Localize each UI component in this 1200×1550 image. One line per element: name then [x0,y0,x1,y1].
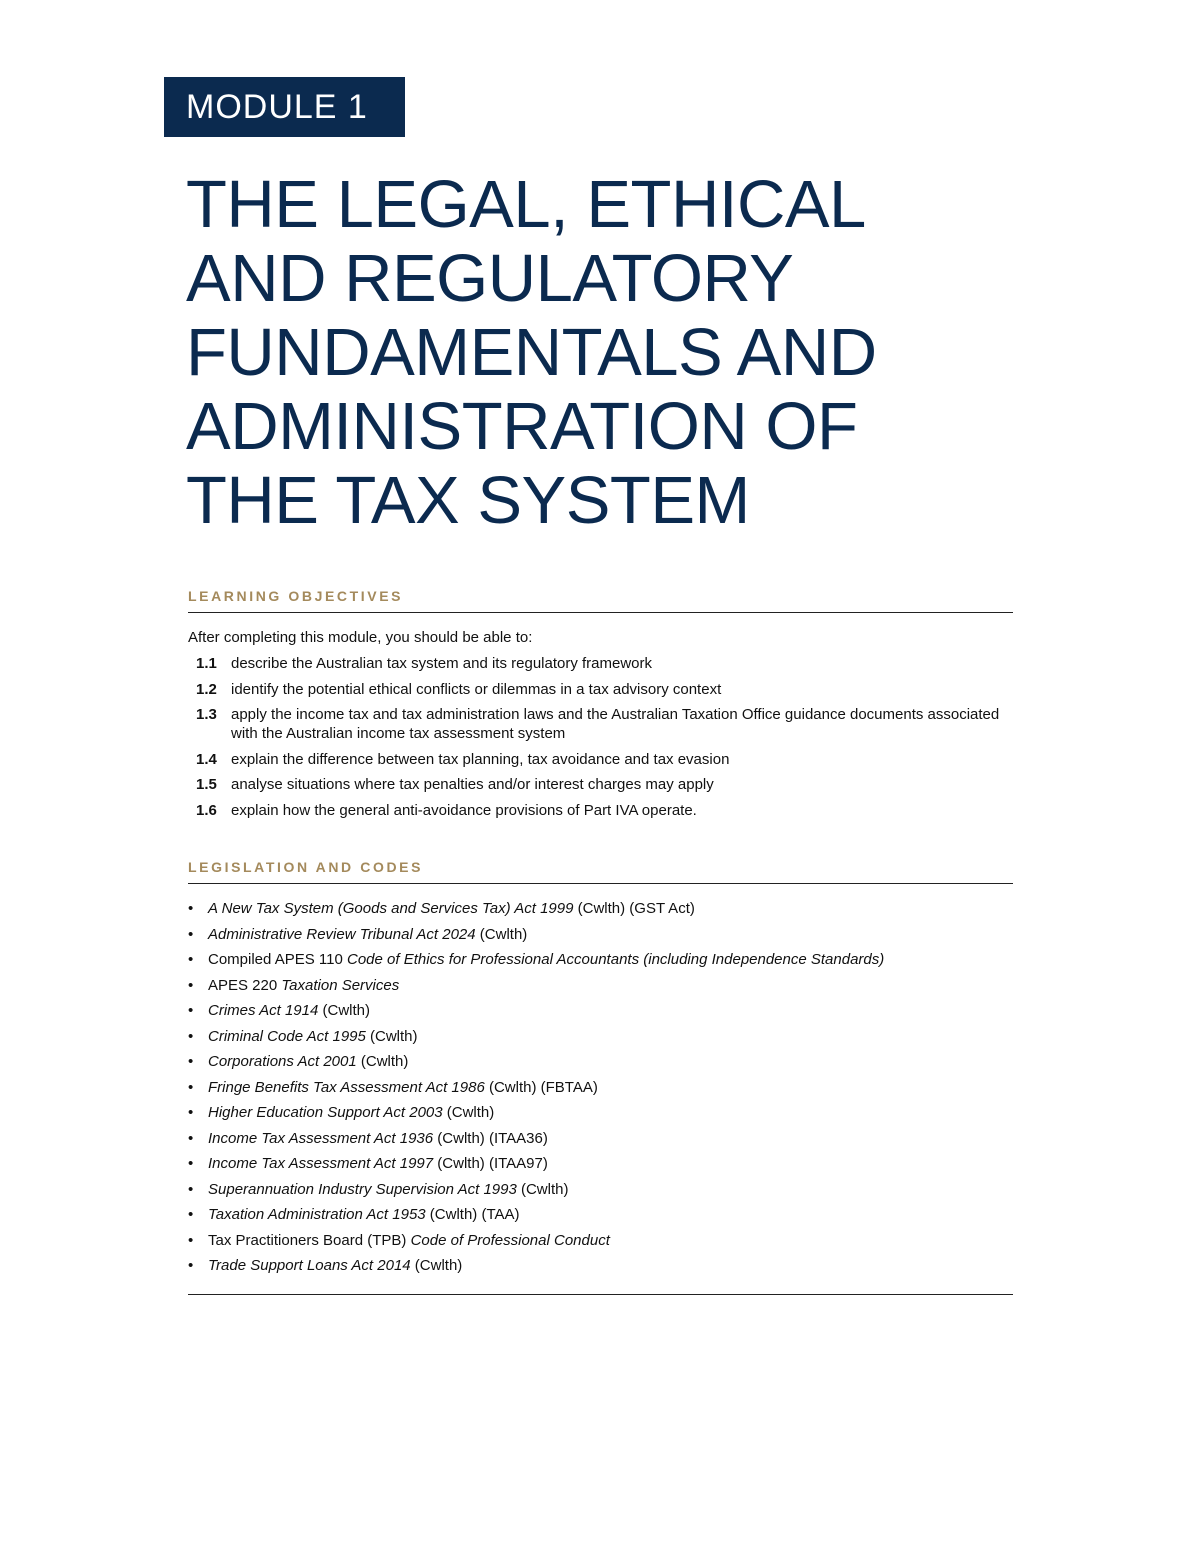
legislation-suffix: (Cwlth) [516,1180,569,1198]
bullet: • [188,1027,194,1045]
legislation-item [188,976,1013,1002]
legislation-suffix: (Cwlth) [475,925,528,943]
legislation-item [188,1027,1013,1053]
page-title [186,168,1086,538]
objectives-list [196,654,1016,826]
legislation-suffix: (Cwlth) [442,1104,495,1121]
legislation-item [188,1154,1013,1180]
legislation-suffix: (Cwlth) (ITAA97) [433,1155,548,1172]
legislation-title: Crimes Act 1914 [208,1002,319,1019]
legislation-suffix: (Cwlth) (ITAA36) [433,1129,548,1147]
bullet: • [188,951,194,968]
legislation-item [188,1180,1013,1206]
bullet: • [188,925,194,943]
legislation-title: Corporations Act 2001 [208,1053,357,1070]
title-line: AND REGULATORY [186,241,794,316]
legislation-heading: LEGISLATION AND CODES [188,859,1013,884]
legislation-text [208,1180,568,1206]
title-line: FUNDAMENTALS AND [186,315,877,390]
objective-item [196,654,1016,673]
legislation-plain: Compiled APES 110 [208,951,347,968]
title-line: THE LEGAL, ETHICAL [186,167,866,242]
legislation-item [188,1052,1013,1078]
legislation-text [208,1052,408,1078]
legislation-text [208,950,884,976]
title-line: THE TAX SYSTEM [186,463,750,538]
bottom-rule [188,1294,1013,1295]
legislation-suffix: (Cwlth) (TAA) [425,1206,520,1223]
bullet: • [188,1155,194,1172]
title-line: ADMINISTRATION OF [186,389,858,464]
legislation-list [188,899,1013,1282]
objective-item [196,801,1016,820]
legislation-title: A New Tax System (Goods and Services Tax) Act 1999 [208,900,574,917]
legislation-text [208,1078,598,1104]
objective-item [196,750,1016,769]
legislation-text [208,1231,610,1257]
objective-text: identify the potential ethical conflicts or dilemmas in a tax advisory context [231,680,722,698]
legislation-title: Criminal Code Act 1995 [208,1027,366,1045]
objective-text: analyse situations where tax penalties and/or interest charges may apply [231,776,714,793]
legislation-title: Superannuation Industry Supervision Act 1993 [208,1180,517,1198]
legislation-plain: APES 220 [208,976,282,994]
bullet: • [188,1129,194,1147]
bullet: • [188,1053,194,1070]
legislation-title: Higher Education Support Act 2003 [208,1104,443,1121]
legislation-title: Code of Ethics for Professional Accountants (including Independence Standards) [346,951,885,968]
legislation-item [188,1103,1013,1129]
legislation-plain: Tax Practitioners Board (TPB) [208,1231,411,1249]
legislation-suffix: (Cwlth) [318,1002,370,1019]
legislation-title: Trade Support Loans Act 2014 [208,1257,411,1274]
legislation-item [188,899,1013,925]
legislation-title: Income Tax Assessment Act 1936 [208,1129,434,1147]
legislation-title: Administrative Review Tribunal Act 2024 [208,925,476,943]
bullet: • [188,900,194,917]
objective-text: explain the difference between tax planning, tax avoidance and tax evasion [231,750,730,768]
legislation-title: Taxation Services [281,976,400,994]
legislation-suffix: (Cwlth) (GST Act) [573,900,695,917]
legislation-item [188,1129,1013,1155]
legislation-text [208,1205,520,1231]
legislation-text [208,925,527,951]
legislation-item [188,925,1013,951]
legislation-item [188,1231,1013,1257]
bullet: • [188,1231,194,1249]
bullet: • [188,1257,194,1274]
objective-item [196,680,1016,699]
bullet: • [188,976,194,994]
legislation-item [188,1001,1013,1027]
learning-objectives-heading: LEARNING OBJECTIVES [188,588,1013,613]
bullet: • [188,1180,194,1198]
legislation-item [188,1205,1013,1231]
legislation-text [208,1256,462,1282]
legislation-text [208,976,399,1002]
legislation-text [208,1103,494,1129]
legislation-title: Fringe Benefits Tax Assessment Act 1986 [208,1078,485,1096]
objective-text: describe the Australian tax system and its regulatory framework [231,655,653,672]
bullet: • [188,1002,194,1019]
objective-number: 1.5 [196,776,217,793]
legislation-title: Taxation Administration Act 1953 [208,1206,426,1223]
module-badge: MODULE 1 [164,77,405,137]
legislation-item [188,1256,1013,1282]
objective-text: apply the income tax and tax administration laws and the Australian Taxation Office guidance documents associated with the Australian income tax assessment system [231,706,1000,742]
objective-item [196,775,1016,794]
legislation-title: Income Tax Assessment Act 1997 [208,1155,434,1172]
legislation-text [208,899,695,925]
objective-number: 1.2 [196,680,217,698]
legislation-suffix: (Cwlth) [356,1053,409,1070]
objective-item [196,705,1016,743]
bullet: • [188,1078,194,1096]
objective-number: 1.4 [196,750,217,768]
objective-number: 1.6 [196,801,217,819]
objective-number: 1.1 [196,655,217,672]
legislation-suffix: (Cwlth) [410,1257,463,1274]
objective-number: 1.3 [196,706,217,723]
legislation-text [208,1129,548,1155]
legislation-suffix: (Cwlth) [365,1027,418,1045]
objectives-intro: After completing this module, you should be able to: [188,629,533,646]
legislation-suffix: (Cwlth) (FBTAA) [484,1078,598,1096]
legislation-title: Code of Professional Conduct [410,1231,610,1249]
bullet: • [188,1104,194,1121]
legislation-text [208,1001,370,1027]
objective-text: explain how the general anti-avoidance provisions of Part IVA operate. [231,801,697,819]
legislation-item [188,950,1013,976]
legislation-item [188,1078,1013,1104]
bullet: • [188,1206,194,1223]
legislation-text [208,1154,548,1180]
legislation-text [208,1027,418,1053]
